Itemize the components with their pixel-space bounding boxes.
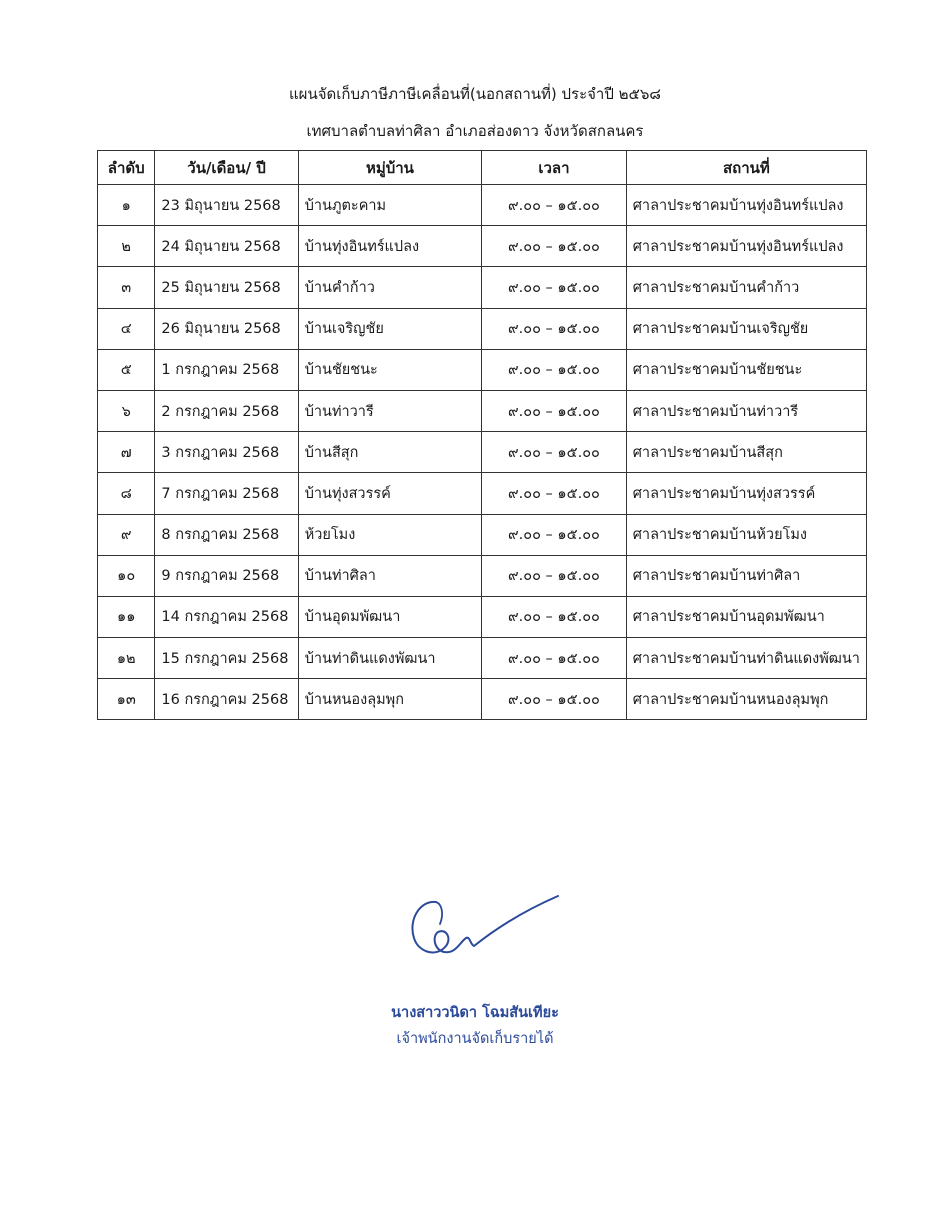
row-number: ๖	[98, 390, 155, 431]
row-place: ศาลาประชาคมบ้านคำก้าว	[626, 267, 866, 308]
handwritten-signature	[400, 880, 570, 970]
row-place: ศาลาประชาคมบ้านทุ่งอินทร์แปลง	[626, 185, 866, 226]
row-time: ๙.๐๐ – ๑๕.๐๐	[482, 679, 627, 720]
row-number: ๑๓	[98, 679, 155, 720]
row-village: บ้านหนองลุมพุก	[298, 679, 482, 720]
row-date: 3 กรกฎาคม 2568	[155, 432, 298, 473]
table-row	[98, 226, 867, 267]
row-village: ห้วยโมง	[298, 514, 482, 555]
row-place: ศาลาประชาคมบ้านหนองลุมพุก	[626, 679, 866, 720]
row-time: ๙.๐๐ – ๑๕.๐๐	[482, 638, 627, 679]
row-date: 2 กรกฎาคม 2568	[155, 390, 298, 431]
row-time: ๙.๐๐ – ๑๕.๐๐	[482, 390, 627, 431]
row-village: บ้านท่าดินแดงพัฒนา	[298, 638, 482, 679]
table-row	[98, 679, 867, 720]
row-village: บ้านท่าศิลา	[298, 555, 482, 596]
row-time: ๙.๐๐ – ๑๕.๐๐	[482, 514, 627, 555]
row-place: ศาลาประชาคมบ้านทุ่งสวรรค์	[626, 473, 866, 514]
row-number: ๔	[98, 308, 155, 349]
row-place: ศาลาประชาคมบ้านท่าวารี	[626, 390, 866, 431]
row-village: บ้านชัยชนะ	[298, 349, 482, 390]
row-date: 25 มิถุนายน 2568	[155, 267, 298, 308]
row-time: ๙.๐๐ – ๑๕.๐๐	[482, 185, 627, 226]
table-row	[98, 555, 867, 596]
row-village: บ้านอุดมพัฒนา	[298, 596, 482, 637]
document-title: แผนจัดเก็บภาษีภาษีเคลื่อนที่(นอกสถานที่) ประจำปี ๒๕๖๘	[289, 85, 661, 103]
row-date: 26 มิถุนายน 2568	[155, 308, 298, 349]
row-place: ศาลาประชาคมบ้านอุดมพัฒนา	[626, 596, 866, 637]
header-time: เวลา	[482, 151, 627, 185]
table-row	[98, 185, 867, 226]
row-village: บ้านทุ่งอินทร์แปลง	[298, 226, 482, 267]
header-village: หมู่บ้าน	[298, 151, 482, 185]
row-time: ๙.๐๐ – ๑๕.๐๐	[482, 555, 627, 596]
row-time: ๙.๐๐ – ๑๕.๐๐	[482, 267, 627, 308]
header-date: วัน/เดือน/ ปี	[155, 151, 298, 185]
row-time: ๙.๐๐ – ๑๕.๐๐	[482, 226, 627, 267]
row-time: ๙.๐๐ – ๑๕.๐๐	[482, 473, 627, 514]
table-row	[98, 638, 867, 679]
table-row	[98, 349, 867, 390]
row-number: ๙	[98, 514, 155, 555]
table-row	[98, 308, 867, 349]
row-village: บ้านทุ่งสวรรค์	[298, 473, 482, 514]
row-place: ศาลาประชาคมบ้านท่าดินแดงพัฒนา	[626, 638, 866, 679]
row-village: บ้านสีสุก	[298, 432, 482, 473]
row-place: ศาลาประชาคมบ้านชัยชนะ	[626, 349, 866, 390]
document-subtitle: เทศบาลตำบลท่าศิลา อำเภอส่องดาว จังหวัดสกลนคร	[306, 122, 644, 140]
row-number: ๒	[98, 226, 155, 267]
header-place: สถานที่	[626, 151, 866, 185]
row-number: ๗	[98, 432, 155, 473]
row-time: ๙.๐๐ – ๑๕.๐๐	[482, 596, 627, 637]
row-place: ศาลาประชาคมบ้านเจริญชัย	[626, 308, 866, 349]
row-village: บ้านภูตะคาม	[298, 185, 482, 226]
table-row	[98, 473, 867, 514]
row-date: 9 กรกฎาคม 2568	[155, 555, 298, 596]
row-time: ๙.๐๐ – ๑๕.๐๐	[482, 349, 627, 390]
row-date: 1 กรกฎาคม 2568	[155, 349, 298, 390]
row-number: ๕	[98, 349, 155, 390]
header-order: ลำดับ	[98, 151, 155, 185]
row-number: ๘	[98, 473, 155, 514]
row-number: ๑๐	[98, 555, 155, 596]
table-row	[98, 390, 867, 431]
schedule-table	[97, 150, 867, 720]
table-row	[98, 432, 867, 473]
row-place: ศาลาประชาคมบ้านทุ่งอินทร์แปลง	[626, 226, 866, 267]
table-row	[98, 267, 867, 308]
row-date: 8 กรกฎาคม 2568	[155, 514, 298, 555]
signatory-position: เจ้าพนักงานจัดเก็บรายได้	[396, 1031, 554, 1047]
row-date: 23 มิถุนายน 2568	[155, 185, 298, 226]
row-number: ๓	[98, 267, 155, 308]
signatory-name: นางสาววนิดา โฉมสันเทียะ	[391, 1005, 559, 1021]
row-date: 7 กรกฎาคม 2568	[155, 473, 298, 514]
row-village: บ้านท่าวารี	[298, 390, 482, 431]
row-date: 14 กรกฎาคม 2568	[155, 596, 298, 637]
table-row	[98, 514, 867, 555]
row-number: ๑๑	[98, 596, 155, 637]
row-village: บ้านเจริญชัย	[298, 308, 482, 349]
row-place: ศาลาประชาคมบ้านห้วยโมง	[626, 514, 866, 555]
row-time: ๙.๐๐ – ๑๕.๐๐	[482, 432, 627, 473]
row-date: 15 กรกฎาคม 2568	[155, 638, 298, 679]
row-date: 16 กรกฎาคม 2568	[155, 679, 298, 720]
row-date: 24 มิถุนายน 2568	[155, 226, 298, 267]
row-number: ๑๒	[98, 638, 155, 679]
table-row	[98, 596, 867, 637]
row-number: ๑	[98, 185, 155, 226]
row-place: ศาลาประชาคมบ้านท่าศิลา	[626, 555, 866, 596]
row-place: ศาลาประชาคมบ้านสีสุก	[626, 432, 866, 473]
row-time: ๙.๐๐ – ๑๕.๐๐	[482, 308, 627, 349]
table-header-row	[98, 151, 867, 185]
row-village: บ้านคำก้าว	[298, 267, 482, 308]
